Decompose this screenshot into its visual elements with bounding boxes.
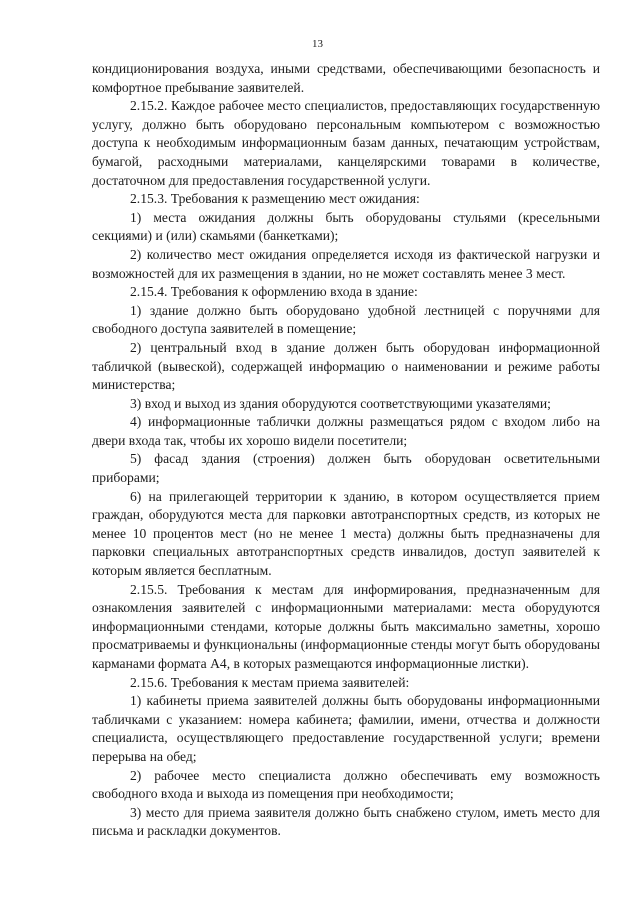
paragraph: 1) кабинеты приема заявителей должны быть оборудованы информационными табличками с указанием: номера кабинета; фамилии, имени, отчества и должности специалиста, осуществляющего предоставление государственной услуги; времени перерыва на обед; [92,693,600,764]
paragraph: 2.15.4. Требования к оформлению входа в здание: [130,284,418,300]
paragraph: 2) количество мест ожидания определяется исходя из фактической нагрузки и возможностей для их размещения в здании, но не может составлять менее 3 мест. [92,246,600,281]
body-text [92,60,600,841]
paragraph: кондиционирования воздуха, иными средствами, обеспечивающими безопасность и комфортное пребывание заявителей. [92,61,600,95]
paragraph: 1) места ожидания должны быть оборудованы стульями (кресельными секциями) и (или) скамьями (банкетками); [92,209,600,244]
paragraph: 2) центральный вход в здание должен быть оборудован информационной табличкой (вывеской), содержащей информацию о наименовании и режиме работы министерства; [92,339,600,393]
paragraph: 1) здание должно быть оборудовано удобной лестницей с поручнями для свободного доступа заявителей в помещение; [92,302,600,337]
paragraph: 3) место для приема заявителя должно быть снабжено стулом, иметь место для письма и раскладки документов. [92,804,600,839]
paragraph: 4) информационные таблички должны размещаться рядом с входом либо на двери входа так, чтобы их хорошо видели посетители; [92,414,600,448]
paragraph: 3) вход и выход из здания оборудуются соответствующими указателями; [130,395,551,411]
paragraph: 2.15.2. Каждое рабочее место специалистов, предоставляющих государственную услугу, должно быть оборудовано персональным компьютером с возможностью доступа к необходимым информационным базам данных, печатающим устройствам, бумагой, расходными материалами, канцелярскими товарами в количестве, достаточном для предоставления государственной услуги. [92,98,600,188]
paragraph: 5) фасад здания (строения) должен быть оборудован осветительными приборами; [92,451,600,486]
paragraph: 2.15.3. Требования к размещению мест ожидания: [130,191,420,207]
paragraph: 2) рабочее место специалиста должно обеспечивать ему возможность свободного входа и выхода из помещения при необходимости; [92,767,600,802]
page-number: 13 [312,38,323,50]
paragraph: 2.15.6. Требования к местам приема заявителей: [130,674,410,690]
paragraph: 2.15.5. Требования к местам для информирования, предназначенным для ознакомления заявителей с информационными материалами: места оборудуются информационными стендами, которые должны быть максимально заметны, хорошо просматриваемы и функциональны (информационные стенды могут быть оборудованы карманами формата А4, в которых размещаются информационные листки). [92,581,600,671]
paragraph: 6) на прилегающей территории к зданию, в котором осуществляется прием граждан, оборудуются места для парковки автотранспортных средств, из которых не менее 10 процентов мест (но не менее 1 места) должны быть предназначены для парковки специальных автотранспортных средств инвалидов, доступ заявителей к которым является бесплатным. [92,488,600,579]
